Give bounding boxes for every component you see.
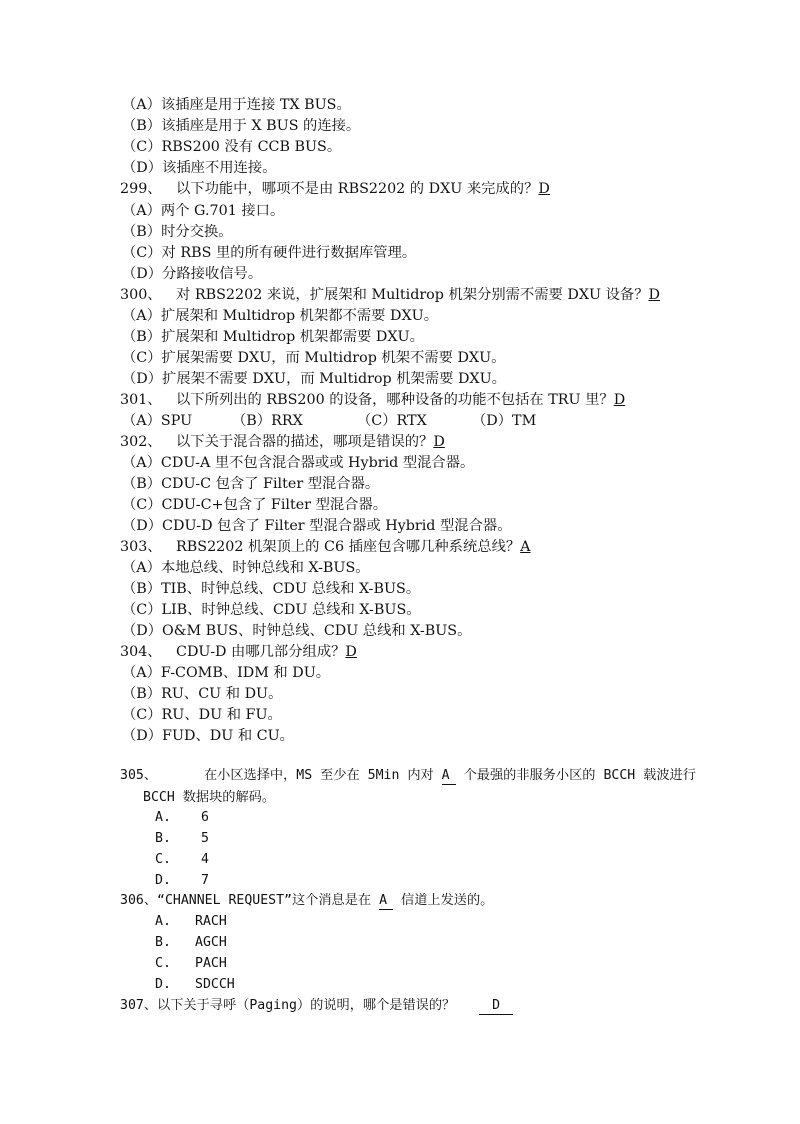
option-letter: B. xyxy=(155,831,171,846)
option-line: （A）本地总线、时钟总线和 X-BUS。 xyxy=(122,560,370,576)
question-number: 302、 xyxy=(120,434,162,450)
question-304 xyxy=(120,642,357,662)
option-line: （C）LIB、时钟总线、CDU 总线和 X-BUS。 xyxy=(122,602,421,618)
question-299 xyxy=(120,179,550,199)
option-line: （C）CDU-C+包含了 Filter 型混合器。 xyxy=(122,497,388,513)
question-text-continued: BCCH 数据块的解码。 xyxy=(143,790,276,805)
option-value: 4 xyxy=(201,852,209,867)
question-text: 以下关于混合器的描述，哪项是错误的？D xyxy=(176,434,445,450)
answer-key: D xyxy=(433,434,445,450)
option-value: 7 xyxy=(201,873,209,888)
option-row xyxy=(155,933,227,953)
question-text: 以下所列出的 RBS200 的设备，哪种设备的功能不包括在 TRU 里？D xyxy=(176,392,626,408)
option-line: （D）O&M BUS、时钟总线、CDU 总线和 X-BUS。 xyxy=(122,623,472,639)
option-line: （A）F-COMB、IDM 和 DU。 xyxy=(122,665,331,681)
option-line: （C）RU、DU 和 FU。 xyxy=(122,707,282,723)
question-307 xyxy=(120,996,513,1016)
option-line: （B）时分交换。 xyxy=(122,224,233,240)
answer-key: D xyxy=(479,998,513,1015)
question-number: 300、 xyxy=(120,287,162,303)
option-row xyxy=(155,850,209,870)
question-number: 301、 xyxy=(120,392,162,408)
option-line: （B）该插座是用于 X BUS 的连接。 xyxy=(122,118,361,134)
question-305 xyxy=(120,766,696,786)
answer-key: A xyxy=(442,768,456,785)
option-row xyxy=(155,954,227,974)
question-number: 304、 xyxy=(120,644,162,660)
answer-key: D xyxy=(648,287,660,303)
option-value: 5 xyxy=(201,831,209,846)
option-value: PACH xyxy=(195,956,227,971)
option-letter: A. xyxy=(155,810,171,825)
question-302 xyxy=(120,432,445,452)
question-number: 306、 xyxy=(120,893,158,908)
option-inline: （C）RTX xyxy=(357,413,427,429)
option-row xyxy=(155,871,209,891)
question-300 xyxy=(120,285,660,305)
question-number: 307、 xyxy=(120,998,158,1013)
option-line: （D）扩展架不需要 DXU，而 Multidrop 机架需要 DXU。 xyxy=(122,371,506,387)
answer-key: D xyxy=(538,181,550,197)
option-row xyxy=(155,912,227,932)
option-row xyxy=(155,829,209,849)
question-text: RBS2202 机架顶上的 C6 插座包含哪几种系统总线？A xyxy=(176,539,531,555)
answer-key: A xyxy=(379,893,393,910)
question-text: 以下关于寻呼（Paging）的说明，哪个是错误的？ xyxy=(157,998,456,1013)
option-inline: （A）SPU xyxy=(122,413,193,429)
question-text: “CHANNEL REQUEST”这个消息是在 xyxy=(157,893,372,908)
option-line: （D）FUD、DU 和 CU。 xyxy=(122,728,294,744)
question-301 xyxy=(120,390,626,410)
option-row xyxy=(155,808,209,828)
question-text: 以下功能中，哪项不是由 RBS2202 的 DXU 来完成的？D xyxy=(176,181,550,197)
option-letter: D. xyxy=(155,873,171,888)
question-306 xyxy=(120,891,493,911)
option-line: （C）RBS200 没有 CCB BUS。 xyxy=(122,139,342,155)
option-row xyxy=(155,975,235,995)
option-line: （A）两个 G.701 接口。 xyxy=(122,203,285,219)
question-text: 在小区选择中，MS 至少在 5Min 内对 A 个最强的非服务小区的 BCCH 载波进行 xyxy=(204,768,696,783)
option-inline: （D）TM xyxy=(472,413,537,429)
answer-key: A xyxy=(520,539,531,555)
option-letter: C. xyxy=(155,956,171,971)
question-text-end: 信道上发送的。 xyxy=(401,893,494,908)
answer-key: D xyxy=(345,644,357,660)
question-303 xyxy=(120,537,531,557)
option-inline: （B）RRX xyxy=(232,413,303,429)
option-line: （B）TIB、时钟总线、CDU 总线和 X-BUS。 xyxy=(122,581,421,597)
question-number: 303、 xyxy=(120,539,162,555)
answer-key: D xyxy=(613,392,626,408)
option-letter: C. xyxy=(155,852,171,867)
option-line: （B）扩展架和 Multidrop 机架都需要 DXU。 xyxy=(122,329,424,345)
option-line: （D）CDU-D 包含了 Filter 型混合器或 Hybrid 型混合器。 xyxy=(122,518,512,534)
option-letter: B. xyxy=(155,935,171,950)
option-line: （A）CDU-A 里不包含混合器或或 Hybrid 型混合器。 xyxy=(122,455,475,471)
option-line: （D）该插座不用连接。 xyxy=(122,160,277,176)
option-value: SDCCH xyxy=(195,977,235,992)
question-number: 305、 xyxy=(120,768,158,783)
option-value: RACH xyxy=(195,914,227,929)
option-line: （C）对 RBS 里的所有硬件进行数据库管理。 xyxy=(122,245,417,261)
question-number: 299、 xyxy=(120,181,162,197)
option-value: AGCH xyxy=(195,935,227,950)
option-value: 6 xyxy=(201,810,209,825)
option-line: （B）RU、CU 和 DU。 xyxy=(122,686,283,702)
option-line: （C）扩展架需要 DXU，而 Multidrop 机架不需要 DXU。 xyxy=(122,350,506,366)
option-line: （D）分路接收信号。 xyxy=(122,266,263,282)
option-letter: D. xyxy=(155,977,171,992)
option-line: （A）该插座是用于连接 TX BUS。 xyxy=(122,97,351,113)
question-text: 对 RBS2202 来说，扩展架和 Multidrop 机架分别需不需要 DXU 设备？D xyxy=(176,287,660,303)
question-text: CDU-D 由哪几部分组成？D xyxy=(176,644,357,660)
option-line: （A）扩展架和 Multidrop 机架都不需要 DXU。 xyxy=(122,308,438,324)
option-line: （B）CDU-C 包含了 Filter 型混合器。 xyxy=(122,476,380,492)
option-letter: A. xyxy=(155,914,171,929)
